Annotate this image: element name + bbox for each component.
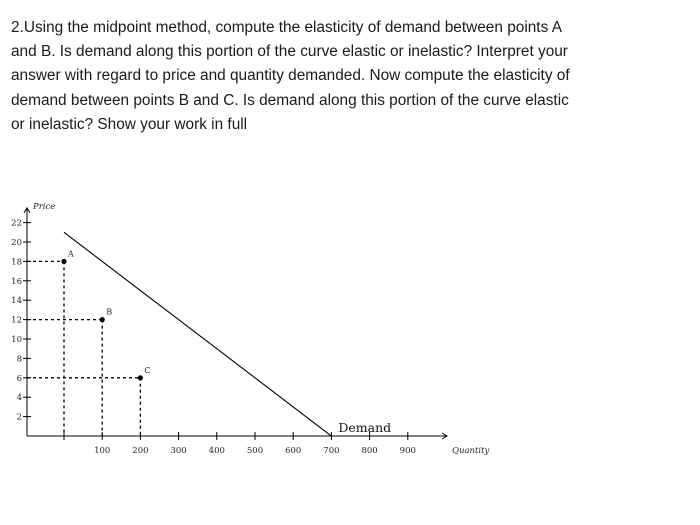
x-tick-label: 100	[94, 446, 111, 456]
x-tick-label: 400	[208, 446, 225, 456]
x-tick-label: 600	[285, 446, 302, 456]
chart-labels	[11, 202, 489, 456]
point-label-a: A	[68, 249, 74, 259]
y-tick-label: 6	[16, 373, 22, 384]
y-tick-label: 12	[11, 315, 22, 326]
x-tick-label: 900	[399, 446, 416, 456]
chart-axes	[23, 208, 447, 440]
y-tick-label: 8	[16, 354, 22, 365]
demand-curve	[64, 232, 331, 436]
y-tick-label: 22	[11, 218, 22, 229]
y-tick-label: 18	[11, 257, 22, 268]
y-axis-label: Price	[33, 201, 56, 212]
point-label-b: B	[106, 307, 113, 317]
point-a	[61, 259, 66, 264]
x-tick-label: 800	[361, 446, 378, 456]
x-tick-label: 200	[132, 446, 149, 456]
demand-label: Demand	[338, 420, 392, 435]
point-label-c: C	[144, 365, 151, 375]
y-tick-label: 14	[11, 296, 22, 307]
chart-guide-lines	[27, 261, 140, 436]
x-axis-label: Quantity	[452, 446, 490, 456]
x-tick-label: 700	[323, 446, 340, 456]
y-tick-label: 2	[16, 412, 22, 423]
y-tick-label: 20	[11, 238, 22, 248]
point-c	[138, 375, 143, 380]
y-tick-label: 10	[11, 335, 22, 345]
x-tick-label: 300	[170, 446, 187, 456]
y-tick-label: 4	[16, 393, 22, 404]
point-b	[100, 317, 105, 322]
y-tick-label: 16	[11, 276, 22, 287]
x-tick-label: 500	[246, 446, 264, 456]
question-text: 2.Using the midpoint method, compute the elasticity of demand between points A and B. Is demand along this portion of the curve elastic or inelastic? Interpret your answer with regard to price and quantity demanded. Now compute the elasticity of demand between points B and C. Is demand along this portion of the curve elastic or inelastic? Show your work in full	[11, 19, 570, 133]
